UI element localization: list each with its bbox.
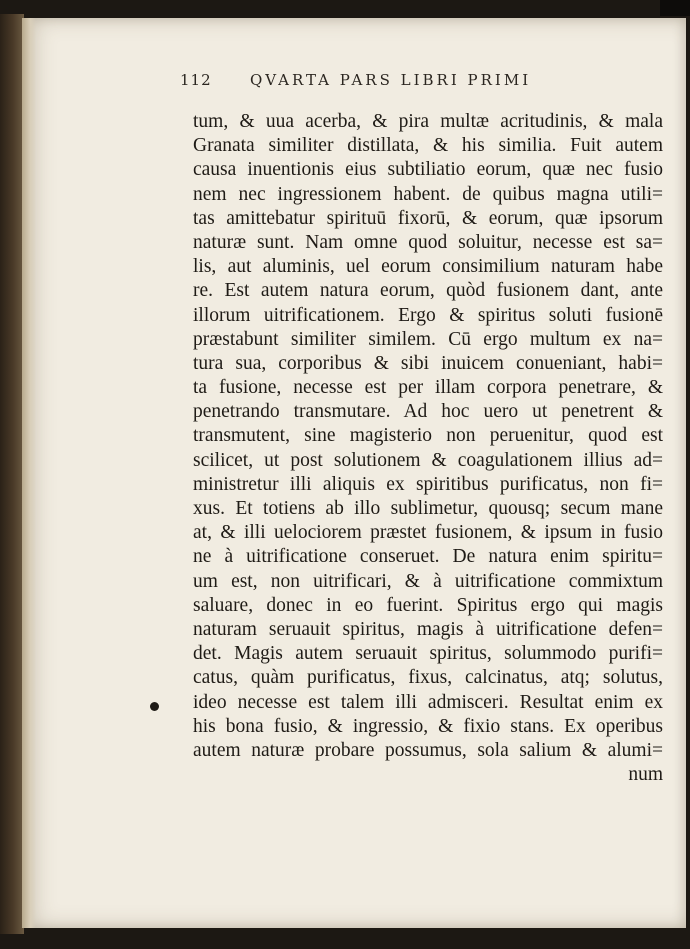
text-line: penetrando transmutare. Ad hoc uero ut penetrent & xyxy=(193,401,663,423)
text-line: ta fusione, necesse est per illam corpora penetrare, & xyxy=(193,377,663,399)
page-gutter-shadow xyxy=(22,18,36,928)
text-line: Granata similiter distillata, & his similia. Fuit autem xyxy=(193,135,663,157)
text-line: xus. Et totiens ab illo sublimetur, quousq; secum mane xyxy=(193,498,663,519)
text-line: det. Magis autem seruauit spiritus, solummodo purifi= xyxy=(193,643,663,665)
text-line: nem nec ingressionem habent. de quibus magna utili= xyxy=(193,183,663,205)
text-line: his bona fusio, & ingressio, & fixio stans. Ex operibus xyxy=(193,715,663,737)
text-line: catus, quàm purificatus, fixus, calcinatus, atq; solutus, xyxy=(193,667,663,689)
text-line-catchword: num xyxy=(628,764,663,786)
margin-mark xyxy=(150,702,159,711)
scan-corner xyxy=(660,0,690,16)
page-number: 112 xyxy=(180,71,212,89)
text-line: autem naturæ probare possumus, sola salium & alumi= xyxy=(193,739,663,761)
text-line: ministretur illi aliquis ex spiritibus purificatus, non fi= xyxy=(193,473,663,495)
text-line: at, & illi uelociorem præstet fusionem, & ipsum in fusio xyxy=(193,522,663,544)
text-line: um est, non uitrificari, & à uitrificatione commixtum xyxy=(193,570,663,592)
text-line: illorum uitrificationem. Ergo & spiritus soluti fusionē xyxy=(193,304,663,326)
text-line: causa inuentionis eius subtiliatio eorum, quæ nec fusio xyxy=(193,159,663,181)
text-line: scilicet, ut post solutionem & coagulationem illius ad= xyxy=(193,449,663,471)
running-head-title: QVARTA PARS LIBRI PRIMI xyxy=(250,71,532,89)
book-binding xyxy=(0,14,24,934)
text-line: naturæ sunt. Nam omne quod soluitur, necesse est sa= xyxy=(193,231,663,253)
text-line: re. Est autem natura eorum, quòd fusionem dant, ante xyxy=(193,280,663,302)
body-text xyxy=(193,110,663,787)
text-line: transmutent, sine magisterio non peruenitur, quod est xyxy=(193,425,663,447)
text-line: ne à uitrificatione conseruet. De natura enim spiritu= xyxy=(193,546,663,568)
text-line: tas amittebatur spirituū fixorū, & eorum, quæ ipsorum xyxy=(193,207,663,229)
text-line: lis, aut aluminis, uel eorum consimilium naturam habe xyxy=(193,256,663,278)
text-line: tum, & uua acerba, & pira multæ acritudinis, & mala xyxy=(193,111,663,132)
running-header xyxy=(160,71,630,93)
text-line: ideo necesse est talem illi admisceri. Resultat enim ex xyxy=(193,691,663,713)
text-line: saluare, donec in eo fuerint. Spiritus ergo qui magis xyxy=(193,594,663,616)
text-line: tura sua, corporibus & sibi inuicem conueniant, habi= xyxy=(193,352,663,374)
text-line: præstabunt similiter similem. Cū ergo multum ex na= xyxy=(193,328,663,350)
text-line: naturam seruauit spiritus, magis à uitrificatione defen= xyxy=(193,618,663,640)
